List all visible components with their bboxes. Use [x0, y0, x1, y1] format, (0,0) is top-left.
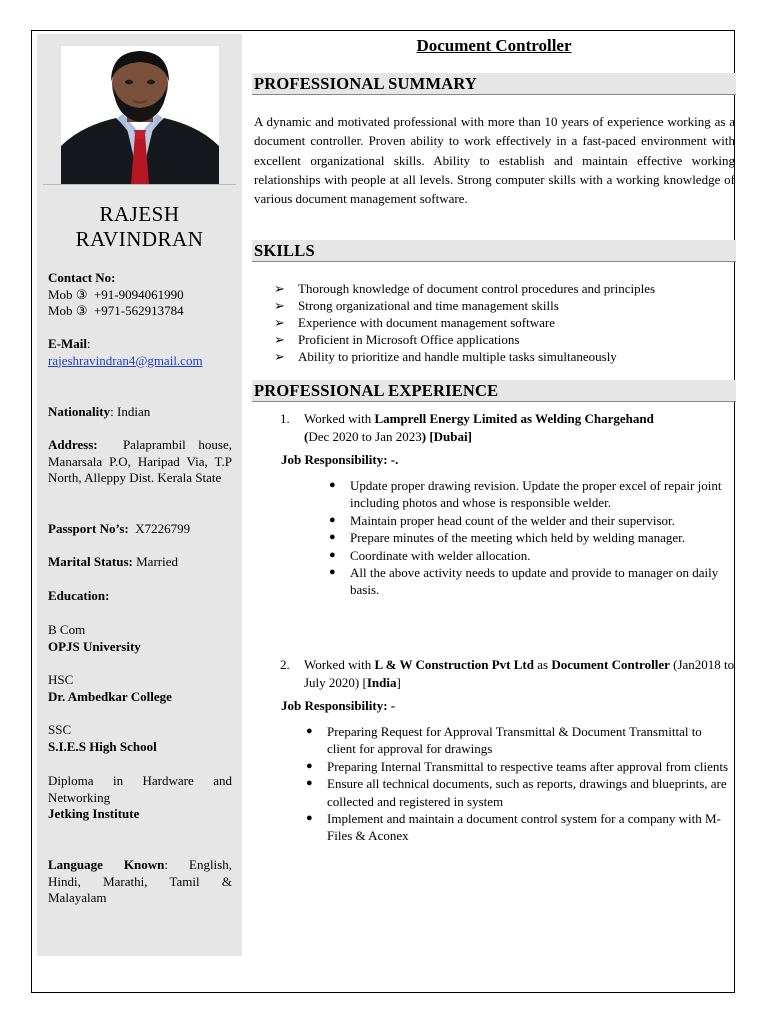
- responsibility-list-2: [302, 723, 732, 845]
- education-degree: B Com: [48, 622, 86, 637]
- arrow-bullet-icon: ➢: [274, 281, 285, 296]
- person-portrait-icon: [61, 46, 219, 184]
- education-item: [48, 622, 232, 655]
- experience-entry-2: [280, 656, 740, 696]
- list-item: ● Preparing Request for Approval Transmittal & Document Transmittal to client for approval for drawings: [306, 724, 702, 757]
- education-school: Jetking Institute: [48, 806, 140, 821]
- experience-location: India: [366, 675, 397, 690]
- marital-label: Marital Status:: [48, 554, 133, 569]
- list-item: ● Maintain proper head count of the welder and their supervisor.: [329, 512, 675, 528]
- education-item: [48, 672, 232, 705]
- mob-label-2: Mob: [48, 303, 73, 318]
- phone-number-2: +971-562913784: [93, 303, 184, 318]
- experience-number: 2.: [280, 657, 290, 672]
- address-block: [48, 437, 232, 487]
- language-block: Language Known: English, Hindi, Marathi, Tamil & Malayalam: [48, 857, 232, 905]
- language-label: Language Known: [48, 857, 165, 872]
- section-heading-skills: SKILLS: [252, 240, 736, 262]
- bullet-icon: ●: [329, 531, 336, 544]
- contact-block: [48, 270, 232, 320]
- experience-entry-1: [280, 410, 740, 450]
- nationality-label: Nationality: [48, 404, 111, 419]
- candidate-name: [37, 202, 242, 252]
- education-school: S.I.E.S High School: [48, 738, 157, 754]
- marital-value: Married: [136, 554, 178, 569]
- passport-label: Passport No’s:: [48, 521, 129, 536]
- marital-block: [48, 554, 232, 571]
- nationality-block: Nationality: Indian: [48, 404, 151, 419]
- company-name: L & W Construction Pvt Ltd: [374, 657, 534, 672]
- experience-heading: Worked with L & W Construction Pvt Ltd as Document Controller (Jan2018 to July 2020) [India]: [304, 657, 735, 690]
- education-heading: [48, 588, 232, 605]
- experience-dates: Dec 2020 to Jan 2023: [308, 429, 422, 444]
- photo-divider: [43, 184, 236, 185]
- arrow-bullet-icon: ➢: [274, 349, 285, 364]
- company-name: Lamprell Energy Limited as Welding Chargehand: [374, 411, 654, 426]
- list-item: ➢ Proficient in Microsoft Office applications: [274, 332, 520, 347]
- name-line-2: RAVINDRAN: [75, 227, 204, 251]
- education-degree: SSC: [48, 722, 72, 737]
- bullet-icon: ●: [306, 725, 313, 737]
- mob-label-1: Mob: [48, 286, 73, 302]
- experience-number: 1.: [280, 411, 290, 426]
- education-school: OPJS University: [48, 638, 141, 654]
- job-responsibility-label: Job Responsibility: -: [281, 698, 396, 713]
- experience-heading: Worked with Lamprell Energy Limited as Welding Chargehand (Dec 2020 to Jan 2023) [Dubai]: [304, 411, 654, 444]
- list-item: ● Ensure all technical documents, such as reports, drawings and blueprints, are collected and registered in system: [306, 776, 727, 809]
- email-block: E-Mail: rajeshravindran4@gmail.com: [48, 336, 203, 368]
- bullet-icon: ●: [306, 812, 313, 825]
- list-item: ➢ Thorough knowledge of document control procedures and principles: [274, 281, 656, 296]
- bullet-icon: ●: [306, 777, 313, 790]
- bullet-icon: ●: [329, 566, 336, 579]
- nationality-value: Indian: [117, 404, 151, 419]
- list-item: ➢ Ability to prioritize and handle multiple tasks simultaneously: [274, 349, 617, 364]
- education-school: Dr. Ambedkar College: [48, 688, 172, 704]
- experience-location: [Dubai]: [426, 429, 472, 444]
- bullet-icon: ●: [306, 759, 313, 772]
- sidebar: [37, 34, 242, 956]
- education-item: [48, 722, 232, 755]
- bullet-icon: ●: [329, 479, 336, 491]
- profile-photo: [61, 46, 219, 184]
- section-heading-summary: PROFESSIONAL SUMMARY: [252, 73, 736, 95]
- list-item: ● All the above activity needs to update and provide to manager on daily basis.: [329, 565, 719, 598]
- bullet-icon: ●: [329, 513, 336, 526]
- job-responsibility-label: Job Responsibility: -.: [281, 452, 399, 467]
- arrow-bullet-icon: ➢: [274, 332, 285, 347]
- list-item: ● Update proper drawing revision. Update the proper excel of repair joint including photos and whose is responsible welder.: [329, 478, 722, 511]
- address-label: Address:: [48, 437, 98, 452]
- education-degree: Diploma in Hardware and Networking: [48, 773, 232, 805]
- list-item: ● Preparing Internal Transmittal to respective teams after approval from clients: [306, 758, 729, 774]
- education-degree: HSC: [48, 672, 74, 687]
- education-item: [48, 773, 232, 823]
- email-label: E-Mail: [48, 336, 87, 351]
- arrow-bullet-icon: ➢: [274, 298, 285, 313]
- list-item: ➢ Strong organizational and time management skills: [274, 298, 559, 313]
- email-link[interactable]: rajeshravindran4@gmail.com: [48, 352, 203, 368]
- phone-number-1: +91-9094061990: [93, 286, 184, 302]
- list-item: ● Prepare minutes of the meeting which held by welding manager.: [329, 530, 686, 546]
- contact-label: Contact No:: [48, 270, 116, 285]
- professional-summary: A dynamic and motivated professional with more than 10 years of experience working as a document controller. Proven ability to work effectively in a fast-paced environment with excellent organizational skills. Ability to establish and maintain effective working relationships with people at all levels. Strong computer skills with a working knowledge of various document management software.: [254, 114, 735, 207]
- section-heading-experience: PROFESSIONAL EXPERIENCE: [252, 380, 736, 402]
- list-item: ● Implement and maintain a document control system for a company with M-Files & Aconex: [306, 811, 721, 844]
- arrow-bullet-icon: ➢: [274, 315, 285, 330]
- passport-value: X7226799: [135, 521, 191, 536]
- skills-list: [274, 280, 655, 365]
- list-item: ➢ Experience with document management software: [274, 315, 556, 330]
- name-line-1: RAJESH: [99, 202, 180, 226]
- bullet-icon: ●: [329, 548, 336, 561]
- document-title: Document Controller: [416, 36, 572, 55]
- passport-block: [48, 521, 232, 538]
- phone-icon: ③: [75, 286, 88, 302]
- list-item: ● Coordinate with welder allocation.: [329, 547, 531, 563]
- phone-icon: ③: [75, 303, 88, 318]
- role-title: Document Controller: [551, 657, 670, 672]
- education-label: Education:: [48, 588, 110, 603]
- language-value: English, Hindi, Marathi, Tamil & Malayalam: [48, 857, 232, 905]
- address-value: Palaprambil house, Manarsala P.O, Haripad Via, T.P North, Alleppy Dist. Kerala State: [48, 437, 232, 485]
- responsibility-list-1: [325, 477, 737, 599]
- experience-dates: (Jan2018 to July 2020) [: [304, 657, 735, 690]
